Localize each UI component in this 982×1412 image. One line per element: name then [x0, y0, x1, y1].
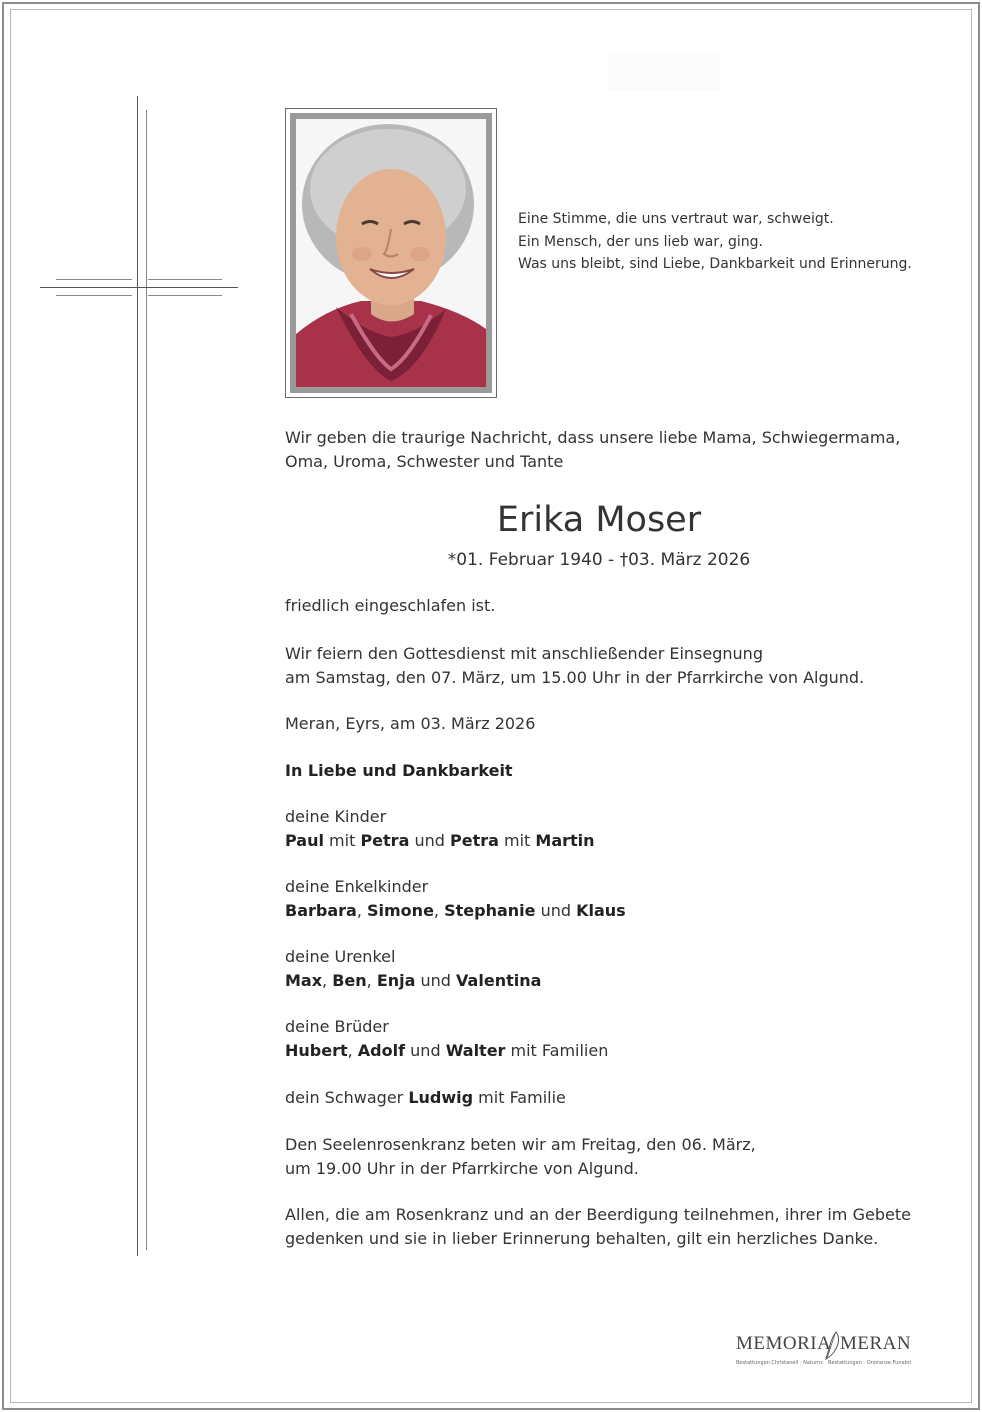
portrait-photo — [285, 108, 497, 398]
rosary-info — [285, 1133, 915, 1180]
group-label: deine Brüder — [285, 1017, 389, 1036]
thanks-text: Allen, die am Rosenkranz und an der Beerdigung teilnehmen, ihrer im Gebete gedenken und sie in lieber Erinnerung behalten, gilt ein herzliches Danke. — [285, 1205, 911, 1248]
intro-text — [285, 426, 915, 473]
group-label: deine Enkelkinder — [285, 877, 429, 896]
group-names: Max, Ben, Enja und Valentina — [285, 970, 542, 990]
service-info — [285, 642, 915, 689]
logo-subtitle-left: Bestattungen Christanell - Naturns — [736, 1360, 823, 1366]
mourners-children — [285, 805, 915, 852]
life-dates: *01. Februar 1940 - †03. März 2026 — [447, 550, 751, 570]
passed-text: friedlich eingeschlafen ist. — [285, 596, 496, 615]
service-line: Wir feiern den Gottesdienst mit anschließender Einsegnung — [285, 644, 763, 663]
portrait-image — [296, 119, 486, 387]
mourners-brother-in-law: dein Schwager Ludwig mit Familie — [285, 1088, 566, 1107]
group-label: deine Kinder — [285, 807, 387, 826]
group-names: Barbara, Simone, Stephanie und Klaus — [285, 900, 626, 920]
group-names: Paul mit Petra und Petra mit Martin — [285, 830, 595, 850]
rosary-line: Den Seelenrosenkranz beten wir am Freitag, den 06. März, — [285, 1135, 756, 1154]
deceased-name: Erika Moser — [496, 500, 702, 540]
intro-line: Wir geben die traurige Nachricht, dass unsere liebe Mama, Schwiegermama, — [285, 428, 901, 447]
funeral-home-logo — [736, 1330, 918, 1372]
mourners-brothers — [285, 1015, 915, 1062]
mourners-grandchildren — [285, 875, 915, 922]
feather-icon — [822, 1330, 842, 1360]
memorial-verse: Eine Stimme, die uns vertraut war, schweigt. Ein Mensch, der uns lieb war, ging. Was uns bleibt, sind Liebe, Dankbarkeit und Erinnerung. — [518, 211, 912, 272]
rosary-line: um 19.00 Uhr in der Pfarrkirche von Algund. — [285, 1158, 639, 1178]
service-line: am Samstag, den 07. März, um 15.00 Uhr in der Pfarrkirche von Algund. — [285, 667, 865, 687]
group-names: Hubert, Adolf und Walter mit Familien — [285, 1040, 609, 1060]
intro-line: Oma, Uroma, Schwester und Tante — [285, 451, 564, 471]
closing-phrase: In Liebe und Dankbarkeit — [285, 761, 513, 780]
place-date: Meran, Eyrs, am 03. März 2026 — [285, 714, 536, 733]
group-label: deine Urenkel — [285, 947, 396, 966]
logo-word-right: MERAN — [840, 1333, 912, 1354]
logo-word-left: MEMORIA — [736, 1333, 832, 1354]
mourners-great-grandchildren — [285, 945, 915, 992]
top-marker — [608, 52, 720, 90]
logo-subtitle-right: Bestattungen - Onoranze Funebri — [828, 1360, 912, 1366]
